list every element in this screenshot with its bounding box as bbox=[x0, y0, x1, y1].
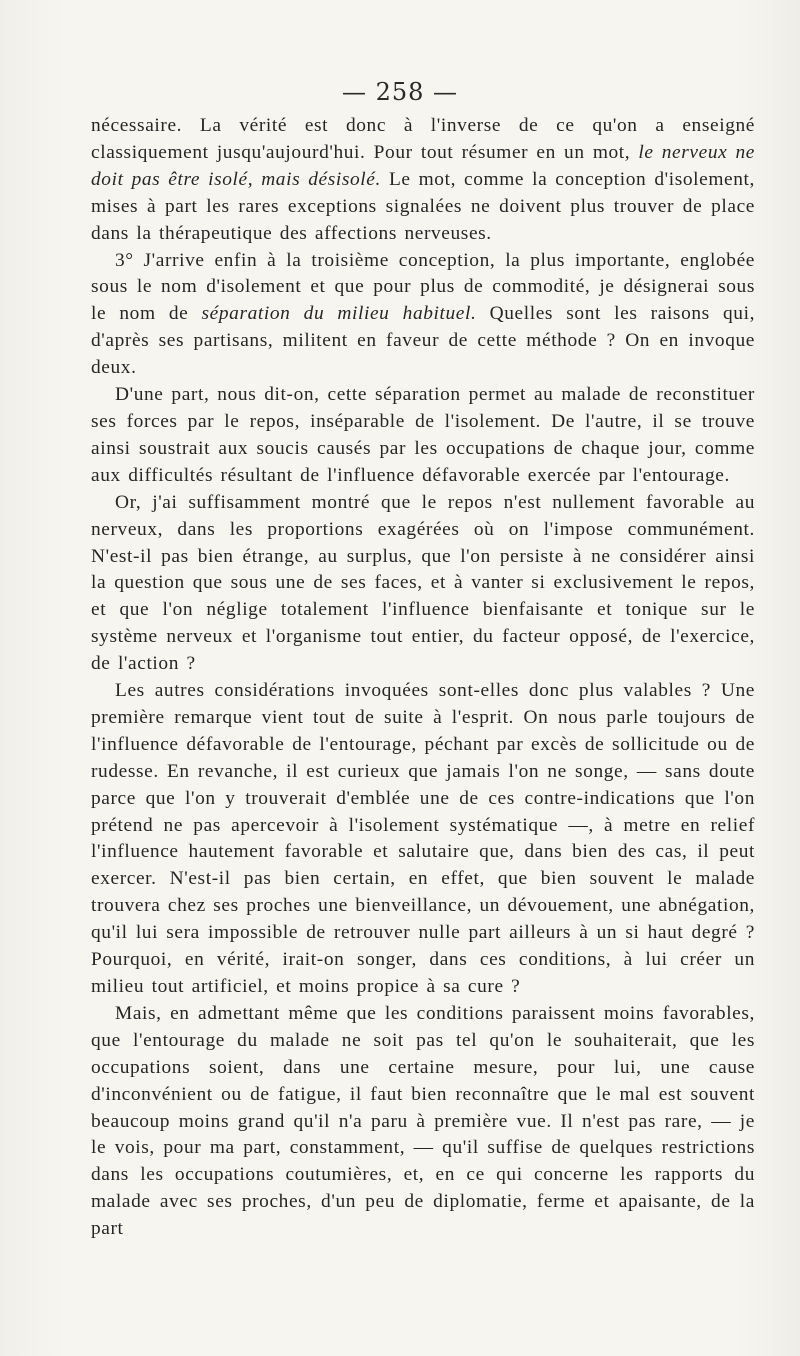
paragraph-1-text-b: Le mot, comme la conception d'isolement, mises à part les rares exceptions signalées ne doivent plus trouver de place dans la thérapeutique des affections nerveuses. bbox=[91, 168, 755, 244]
paragraph-2-text-b: Quelles sont les raisons qui, d'après ses partisans, militent en faveur de cette méthode ? On en invoque deux. bbox=[91, 303, 756, 379]
paragraph-2 bbox=[91, 248, 755, 383]
paragraph-4: Or, j'ai suffisamment montré que le repos n'est nullement favorable au nerveux, dans les proportions exagérées où on l'impose communément. N'est-il pas bien étrange, au surplus, que l'on persiste à ne considérer ainsi la question que sous une de ses faces, et à vanter si exclusivement le repos, et que l'on néglige totalement l'influence bienfaisante et tonique sur le système nerveux et l'organisme tout entier, du facteur opposé, de l'exercice, de l'action ? bbox=[91, 491, 755, 675]
paragraph-1 bbox=[91, 113, 755, 248]
paragraph-6: Mais, en admettant même que les conditions paraissent moins favorables, que l'entourage du malade ne soit pas tel qu'on le souhaiterait, que les occupations soient, dans une certaine mesure, pour lui, une cause d'inconvénient ou de fatigue, il faut bien reconnaître que le mal est souvent beaucoup moins grand qu'il n'a paru à première vue. Il n'est pas rare, — je le vois, pour ma part, constamment, — qu'il suffise de quelques restrictions dans les occupations coutumières, et, en ce qui concerne les rapports du malade avec ses proches, d'un peu de diplomatie, ferme et apaisante, de la part bbox=[91, 1002, 755, 1240]
paragraph-3: D'une part, nous dit-on, cette séparation permet au malade de reconstituer ses forces par le repos, inséparable de l'isolement. De l'autre, il se trouve ainsi soustrait aux soucis causés par les occupations de chaque jour, comme aux difficultés résultant de l'influence défavorable exercée par l'entourage. bbox=[91, 384, 755, 486]
body-text bbox=[91, 113, 755, 1243]
page-number: — 258 — bbox=[341, 78, 459, 106]
paragraph-1-italic-maxim: le nerveux ne doit pas être isolé, mais désisolé. bbox=[91, 141, 755, 190]
paragraph-1-text-a: nécessaire. La vérité est donc à l'inverse de ce qu'on a enseigné classiquement jusqu'aujourd'hui. Pour tout résumer en un mot, bbox=[91, 115, 755, 163]
paragraph-2-italic-term: séparation du milieu habituel. bbox=[201, 303, 477, 325]
paragraph-5: Les autres considérations invoquées sont-elles donc plus valables ? Une première remarque vient tout de suite à l'esprit. On nous parle toujours de l'influence défavorable de l'entourage, péchant par excès de sollicitude ou de rudesse. En revanche, il est curieux que jamais l'on ne songe, — sans doute parce que l'on y trouverait d'emblée une de ces contre-indications que l'on prétend ne pas apercevoir à l'isolement systématique —, à metre en relief l'influence hautement favorable et salutaire que, dans bien des cas, il peut exercer. N'est-il pas bien certain, en effet, que bien souvent le malade trouvera chez ses proches une bienveillance, un dévouement, une abnégation, qu'il lui sera impossible de retrouver nulle part ailleurs à un si haut degré ? Pourquoi, en vérité, irait-on songer, dans ces conditions, à lui créer un milieu tout artificiel, et moins propice à sa cure ? bbox=[91, 680, 755, 997]
paragraph-2-text-a: 3° J'arrive enfin à la troisième conception, la plus importante, englobée sous le nom d'isolement et que pour plus de commodité, je désignerai sous le nom de bbox=[91, 249, 755, 325]
